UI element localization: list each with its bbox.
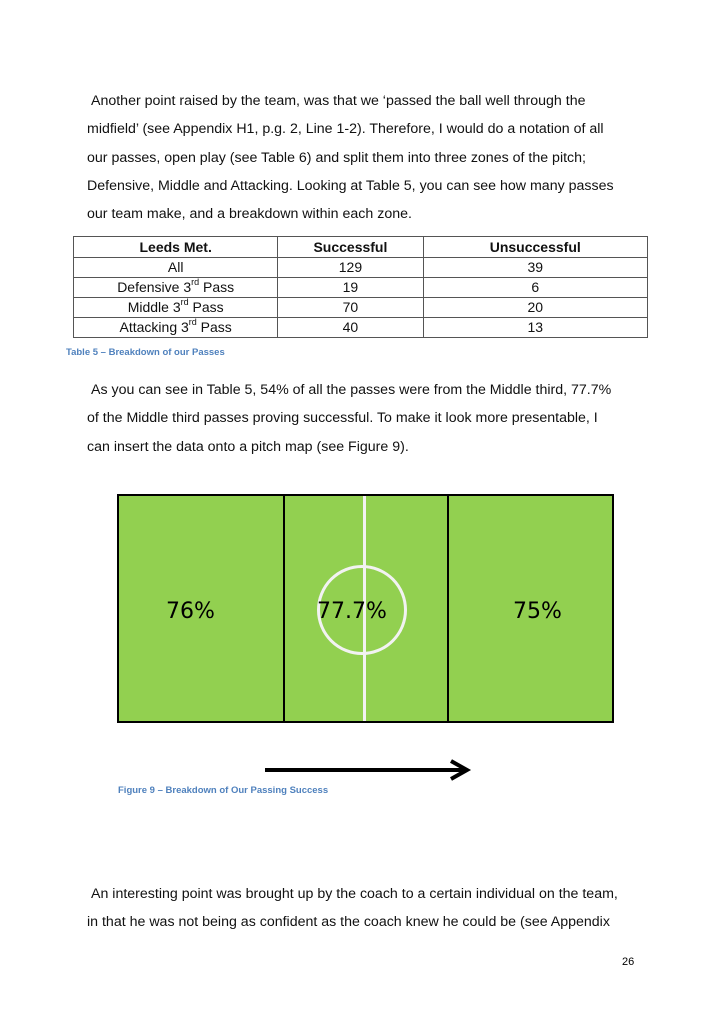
paragraph-1 [87,87,657,228]
text-line: of the Middle third passes proving successful. To make it look more presentable, I [87,410,598,427]
pitch-map [117,494,614,723]
table-row [74,258,648,278]
passes-table [73,236,648,338]
table-header-row [74,237,648,258]
successful-cell: 40 [278,318,423,338]
unsuccessful-cell: 39 [423,258,647,278]
row-label: Defensive 3rd Pass [74,278,278,298]
text-line: our passes, open play (see Table 6) and split them into three zones of the pitch; [87,149,586,166]
unsuccessful-cell: 13 [423,318,647,338]
text-line: in that he was not being as confident as the coach knew he could be (see Appendix [87,914,610,931]
table-row [74,278,648,298]
text-line: our team make, and a breakdown within each zone. [87,206,412,223]
paragraph-2 [87,376,657,461]
unsuccessful-cell: 6 [423,278,647,298]
zone-divider-right [447,496,449,721]
zone-percent-defensive: 76% [166,599,215,624]
zone-percent-middle: 77.7% [317,599,387,624]
table-row [74,318,648,338]
table-caption: Table 5 – Breakdown of our Passes [66,347,225,358]
text-line: An interesting point was brought up by the coach to a certain individual on the team, [91,886,618,902]
row-label: Attacking 3rd Pass [74,318,278,338]
page-number: 26 [622,956,635,968]
text-line: Another point raised by the team, was that we ‘passed the ball well through the [91,93,586,109]
zone-divider-left [283,496,285,721]
table-header-unsuccessful: Unsuccessful [423,237,647,258]
arrow-right-icon [265,758,473,782]
unsuccessful-cell: 20 [423,298,647,318]
paragraph-3 [87,880,657,937]
zone-percent-attacking: 75% [513,599,562,624]
table-row [74,298,648,318]
table-header-team: Leeds Met. [74,237,278,258]
figure-caption: Figure 9 – Breakdown of Our Passing Success [118,785,329,796]
text-line: Defensive, Middle and Attacking. Looking at Table 5, you can see how many passes [87,177,614,194]
successful-cell: 129 [278,258,423,278]
table-header-successful: Successful [278,237,423,258]
row-label: Middle 3rd Pass [74,298,278,318]
successful-cell: 70 [278,298,423,318]
text-line: can insert the data onto a pitch map (see Figure 9). [87,438,409,455]
successful-cell: 19 [278,278,423,298]
text-line: As you can see in Table 5, 54% of all the passes were from the Middle third, 77.7% [91,382,612,398]
row-label: All [74,258,278,278]
text-line: midfield’ (see Appendix H1, p.g. 2, Line 1-2). Therefore, I would do a notation of all [87,121,604,138]
